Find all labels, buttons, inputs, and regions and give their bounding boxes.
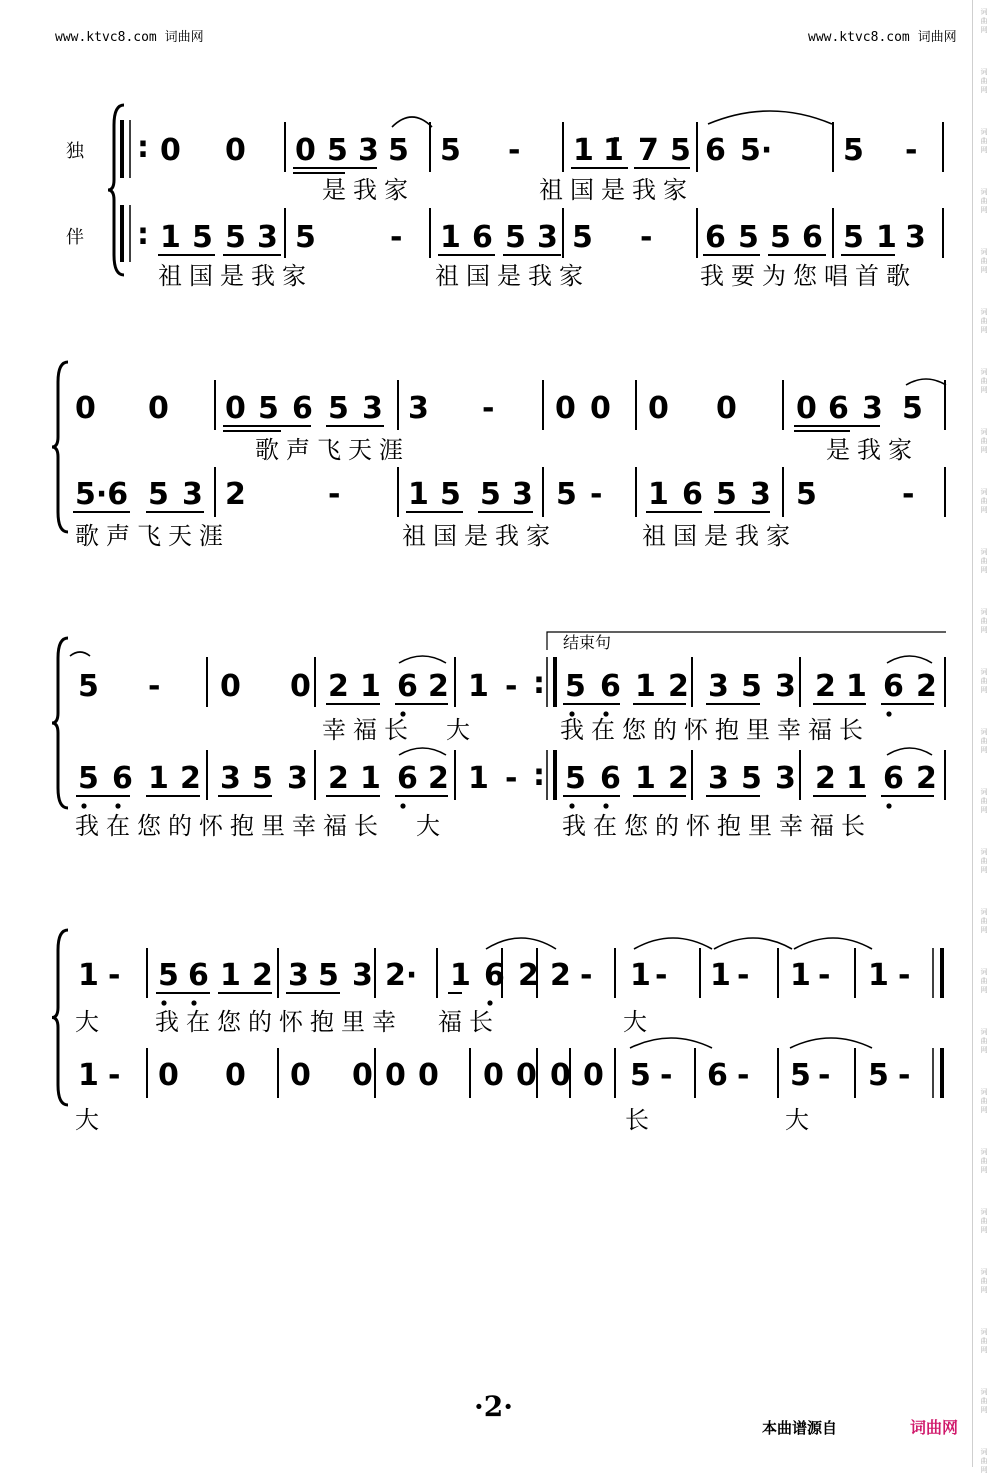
lower-note: 5 xyxy=(556,477,577,512)
lower-note: 0 xyxy=(158,1058,179,1093)
slur xyxy=(399,656,446,663)
upper-lyric: 是我家 祖国是我家 xyxy=(322,176,694,204)
watermark-mark: 词 曲 网 xyxy=(980,728,988,754)
lower-note: 3 xyxy=(537,220,558,255)
watermark-mark: 词 曲 网 xyxy=(980,848,988,874)
upper-note: 5 xyxy=(388,133,409,168)
slur xyxy=(392,117,432,127)
upper-note: 1 xyxy=(710,958,731,993)
upper-note: - xyxy=(898,958,911,993)
upper-note: 3 xyxy=(775,669,796,704)
octave-dot xyxy=(161,1000,166,1005)
upper-note: 6 xyxy=(828,391,849,426)
upper-note: 1 xyxy=(78,958,99,993)
lower-note: 3 xyxy=(775,761,796,796)
lower-note: 6 xyxy=(472,220,493,255)
watermark-mark: 词 曲 网 xyxy=(980,1208,988,1234)
upper-note: 0 xyxy=(148,391,169,426)
footer-brand-logo[interactable]: 词曲网 xyxy=(910,1418,959,1437)
lower-note: 2 xyxy=(225,477,246,512)
slur xyxy=(887,748,932,755)
lower-note: - xyxy=(902,477,915,512)
lower-note: - xyxy=(898,1058,911,1093)
watermark-mark: 词 曲 网 xyxy=(980,68,988,94)
lower-note: 5 xyxy=(505,220,526,255)
watermark-mark: 词 曲 网 xyxy=(980,1448,988,1474)
lower-note: 2 xyxy=(180,761,201,796)
upper-lyric: 我在您的怀抱里幸福长 xyxy=(560,716,870,744)
watermark-mark: 词 曲 网 xyxy=(980,428,988,454)
watermark-mark: 词 曲 网 xyxy=(980,1388,988,1414)
watermark-mark: 词 曲 网 xyxy=(980,368,988,394)
watermark-mark: 词 曲 网 xyxy=(980,968,988,994)
lower-note: 5 xyxy=(630,1058,651,1093)
upper-note: 5 xyxy=(440,133,461,168)
octave-dot xyxy=(400,803,405,808)
lower-note: 2 xyxy=(815,761,836,796)
upper-note: 1 xyxy=(573,133,594,168)
header-left-url[interactable]: www.ktvc8.com 词曲网 xyxy=(55,30,204,45)
lower-note: 1 xyxy=(648,477,669,512)
lower-note: 5 xyxy=(440,477,461,512)
lower-note: 0 xyxy=(290,1058,311,1093)
ending-label: 结束句 xyxy=(563,633,612,652)
watermark-mark: 词 曲 网 xyxy=(980,548,988,574)
repeat-dots: : xyxy=(533,666,545,701)
upper-note: 1 xyxy=(790,958,811,993)
upper-note: 0 xyxy=(796,391,817,426)
lower-note: 3 xyxy=(708,761,729,796)
lower-note: 3 xyxy=(287,761,308,796)
lower-note: 5 xyxy=(225,220,246,255)
upper-note: 2 xyxy=(518,958,539,993)
lower-note: 0 xyxy=(550,1058,571,1093)
octave-dot xyxy=(603,803,608,808)
watermark-mark: 词 曲 网 xyxy=(980,308,988,334)
watermark-mark: 词 曲 网 xyxy=(980,8,988,34)
lower-lyric: 我要为您唱首歌 xyxy=(700,262,917,290)
upper-note: 5· xyxy=(740,133,773,168)
upper-note: 6 xyxy=(397,669,418,704)
lower-note: 1 xyxy=(876,220,897,255)
repeat-dots: : xyxy=(533,758,545,793)
lower-note: - xyxy=(328,477,341,512)
solo-label: 独 xyxy=(66,141,84,162)
watermark-mark: 词 曲 网 xyxy=(980,788,988,814)
lower-note: 5 xyxy=(480,477,501,512)
lower-note: 0 xyxy=(583,1058,604,1093)
system-brace xyxy=(52,638,68,808)
upper-note: - xyxy=(905,133,918,168)
upper-note: 2 xyxy=(328,669,349,704)
upper-note: 6 xyxy=(188,958,209,993)
upper-lyric: 歌声飞天涯 xyxy=(255,436,410,464)
lower-note: 3 xyxy=(257,220,278,255)
lower-note: 5 xyxy=(295,220,316,255)
lower-lyric: 祖国是我家 xyxy=(642,522,797,550)
upper-note: 5 xyxy=(902,391,923,426)
lower-note: 6 xyxy=(705,220,726,255)
slur xyxy=(887,656,932,663)
upper-note: 6 xyxy=(484,958,505,993)
upper-note: 3 xyxy=(358,133,379,168)
lower-note: 5 xyxy=(252,761,273,796)
slur xyxy=(790,1038,872,1048)
lower-note: - xyxy=(660,1058,673,1093)
lower-note: 0 xyxy=(516,1058,537,1093)
watermark-mark: 词 曲 网 xyxy=(980,1028,988,1054)
slur xyxy=(486,938,556,949)
lower-note: 5 xyxy=(78,761,99,796)
lower-note: 6 xyxy=(682,477,703,512)
upper-note: 0 xyxy=(75,391,96,426)
upper-note: 5 xyxy=(843,133,864,168)
octave-dot xyxy=(569,803,574,808)
lower-note: - xyxy=(640,220,653,255)
header-right-url[interactable]: www.ktvc8.com 词曲网 xyxy=(808,30,957,45)
lower-note: 5 xyxy=(790,1058,811,1093)
upper-note: 2 xyxy=(550,958,571,993)
upper-note: 5 xyxy=(327,133,348,168)
lower-note: 1 xyxy=(78,1058,99,1093)
lower-note: 6 xyxy=(883,761,904,796)
octave-dot xyxy=(487,1000,492,1005)
upper-note: 5 xyxy=(258,391,279,426)
upper-note: 1 xyxy=(220,958,241,993)
lower-lyric: 祖国是我家 xyxy=(435,262,590,290)
upper-note: - xyxy=(508,133,521,168)
repeat-dots: : xyxy=(137,130,149,165)
upper-note: 5 xyxy=(670,133,691,168)
upper-note: - xyxy=(737,958,750,993)
octave-dot xyxy=(115,803,120,808)
lower-note: 3 xyxy=(750,477,771,512)
upper-note: 1 xyxy=(635,669,656,704)
upper-lyric: 大 xyxy=(623,1008,654,1036)
lower-note: 5 xyxy=(148,477,169,512)
upper-note: 3 xyxy=(408,391,429,426)
upper-note: 3 xyxy=(352,958,373,993)
upper-note: 7 xyxy=(638,133,659,168)
lower-note: 3 xyxy=(220,761,241,796)
upper-note: - xyxy=(655,958,668,993)
lower-note: 0 xyxy=(385,1058,406,1093)
lower-note: 6 xyxy=(707,1058,728,1093)
lower-lyric: 我在您的怀抱里幸福长 大 xyxy=(75,812,447,840)
lower-note: 5 xyxy=(868,1058,889,1093)
upper-note: 1 xyxy=(846,669,867,704)
upper-note: 5 xyxy=(78,669,99,704)
watermark-mark: 词 曲 网 xyxy=(980,908,988,934)
slur xyxy=(794,938,872,949)
watermark-mark: 词 曲 网 xyxy=(980,248,988,274)
lower-note: 5 xyxy=(565,761,586,796)
upper-note: 0 xyxy=(295,133,316,168)
lower-lyric: 祖国是我家 xyxy=(402,522,557,550)
upper-note: 1 xyxy=(630,958,651,993)
lower-lyric: 歌声飞天涯 xyxy=(75,522,230,550)
upper-note: 5 xyxy=(318,958,339,993)
upper-note: - xyxy=(505,669,518,704)
slur xyxy=(906,379,946,385)
lower-note: - xyxy=(590,477,603,512)
upper-note: 6 xyxy=(883,669,904,704)
upper-note: 0 xyxy=(555,391,576,426)
lower-note: 6 xyxy=(397,761,418,796)
lower-lyric: 我在您的怀抱里幸福长 xyxy=(562,812,872,840)
upper-note: 1 xyxy=(360,669,381,704)
octave-dot xyxy=(886,711,891,716)
upper-note: 1 xyxy=(868,958,889,993)
lower-note: 1 xyxy=(468,761,489,796)
watermark-mark: 词 曲 网 xyxy=(980,1268,988,1294)
lower-note: 2 xyxy=(668,761,689,796)
upper-lyric: 我在您的怀抱里幸 xyxy=(155,1008,403,1036)
octave-dot xyxy=(81,803,86,808)
lower-note: 1 xyxy=(408,477,429,512)
upper-note: 3 xyxy=(288,958,309,993)
lower-note: - xyxy=(818,1058,831,1093)
lower-note: 3 xyxy=(182,477,203,512)
lower-note: 5 xyxy=(741,761,762,796)
upper-note: 2 xyxy=(815,669,836,704)
lower-lyric: 长 xyxy=(625,1106,656,1134)
upper-note: 1 xyxy=(450,958,471,993)
lower-note: 3 xyxy=(512,477,533,512)
watermark-mark: 词 曲 网 xyxy=(980,1088,988,1114)
upper-note: 5 xyxy=(741,669,762,704)
lower-note: 6 xyxy=(802,220,823,255)
lower-note: - xyxy=(737,1058,750,1093)
upper-note: - xyxy=(482,391,495,426)
lower-note: 1 xyxy=(360,761,381,796)
upper-lyric: 幸福长 大 xyxy=(322,716,477,744)
lower-lyric: 祖国是我家 xyxy=(158,262,313,290)
lower-note: 5 xyxy=(572,220,593,255)
lower-note: 0 xyxy=(418,1058,439,1093)
upper-note: 2 xyxy=(428,669,449,704)
lower-lyric: 大 xyxy=(785,1106,816,1134)
upper-note: 5 xyxy=(565,669,586,704)
upper-note: 3 xyxy=(708,669,729,704)
lower-note: - xyxy=(390,220,403,255)
upper-note: - xyxy=(108,958,121,993)
lower-note: 0 xyxy=(352,1058,373,1093)
watermark-mark: 词 曲 网 xyxy=(980,188,988,214)
upper-note: 1̇ xyxy=(603,133,624,168)
watermark-mark: 词 曲 网 xyxy=(980,1328,988,1354)
accomp-label: 伴 xyxy=(66,227,84,248)
lower-note: 1 xyxy=(846,761,867,796)
upper-note: 2 xyxy=(252,958,273,993)
upper-note: - xyxy=(148,669,161,704)
slur xyxy=(399,748,446,755)
upper-note: 6 xyxy=(292,391,313,426)
slur xyxy=(70,652,90,656)
upper-note: 5 xyxy=(328,391,349,426)
slur xyxy=(714,938,792,949)
lower-note: 5 xyxy=(843,220,864,255)
upper-note: 2 xyxy=(668,669,689,704)
lower-note: 2 xyxy=(916,761,937,796)
lower-lyric: 大 xyxy=(75,1106,106,1134)
upper-lyric: 大 xyxy=(75,1008,106,1036)
lower-note: 1 xyxy=(440,220,461,255)
upper-note: 3 xyxy=(862,391,883,426)
lower-note: 5·6 xyxy=(75,477,129,512)
octave-dot xyxy=(191,1000,196,1005)
lower-note: 5 xyxy=(192,220,213,255)
upper-note: 0 xyxy=(225,391,246,426)
upper-note: 0 xyxy=(648,391,669,426)
watermark-mark: 词 曲 网 xyxy=(980,128,988,154)
upper-note: 2· xyxy=(385,958,418,993)
lower-note: 3 xyxy=(905,220,926,255)
upper-note: 5 xyxy=(158,958,179,993)
footer-source: 本曲谱源自 xyxy=(762,1419,838,1437)
lower-note: 6 xyxy=(600,761,621,796)
system-brace xyxy=(52,930,68,1105)
lower-note: - xyxy=(108,1058,121,1093)
upper-note: 6 xyxy=(600,669,621,704)
lower-note: 5 xyxy=(716,477,737,512)
lower-note: 1 xyxy=(148,761,169,796)
lower-note: 5 xyxy=(770,220,791,255)
watermark-mark: 词 曲 网 xyxy=(980,1148,988,1174)
upper-note: 0 xyxy=(225,133,246,168)
slur xyxy=(634,938,712,949)
lower-note: 5 xyxy=(796,477,817,512)
upper-note: 6 xyxy=(705,133,726,168)
upper-note: 2 xyxy=(916,669,937,704)
lower-note: 6 xyxy=(112,761,133,796)
slur xyxy=(708,111,832,124)
upper-note: - xyxy=(818,958,831,993)
upper-note: 0 xyxy=(160,133,181,168)
slur xyxy=(630,1038,712,1048)
upper-note: 0 xyxy=(290,669,311,704)
lower-note: 0 xyxy=(225,1058,246,1093)
lower-note: 2 xyxy=(328,761,349,796)
watermark-mark: 词 曲 网 xyxy=(980,608,988,634)
upper-lyric: 是我家 xyxy=(826,436,919,464)
watermark-mark: 词 曲 网 xyxy=(980,668,988,694)
upper-note: 3 xyxy=(362,391,383,426)
repeat-dots: : xyxy=(137,217,149,252)
lower-note: - xyxy=(505,761,518,796)
upper-note: 0 xyxy=(716,391,737,426)
lower-note: 2 xyxy=(428,761,449,796)
page-number: ·2· xyxy=(474,1390,513,1423)
lower-note: 0 xyxy=(483,1058,504,1093)
octave-dot xyxy=(886,803,891,808)
lower-note: 1 xyxy=(635,761,656,796)
upper-note: - xyxy=(580,958,593,993)
watermark-mark: 词 曲 网 xyxy=(980,488,988,514)
upper-note: 1 xyxy=(468,669,489,704)
lower-note: 5 xyxy=(738,220,759,255)
upper-lyric: 福长 xyxy=(438,1008,500,1036)
system-brace xyxy=(52,362,68,532)
upper-note: 0 xyxy=(590,391,611,426)
upper-note: 0 xyxy=(220,669,241,704)
lower-note: 1 xyxy=(160,220,181,255)
